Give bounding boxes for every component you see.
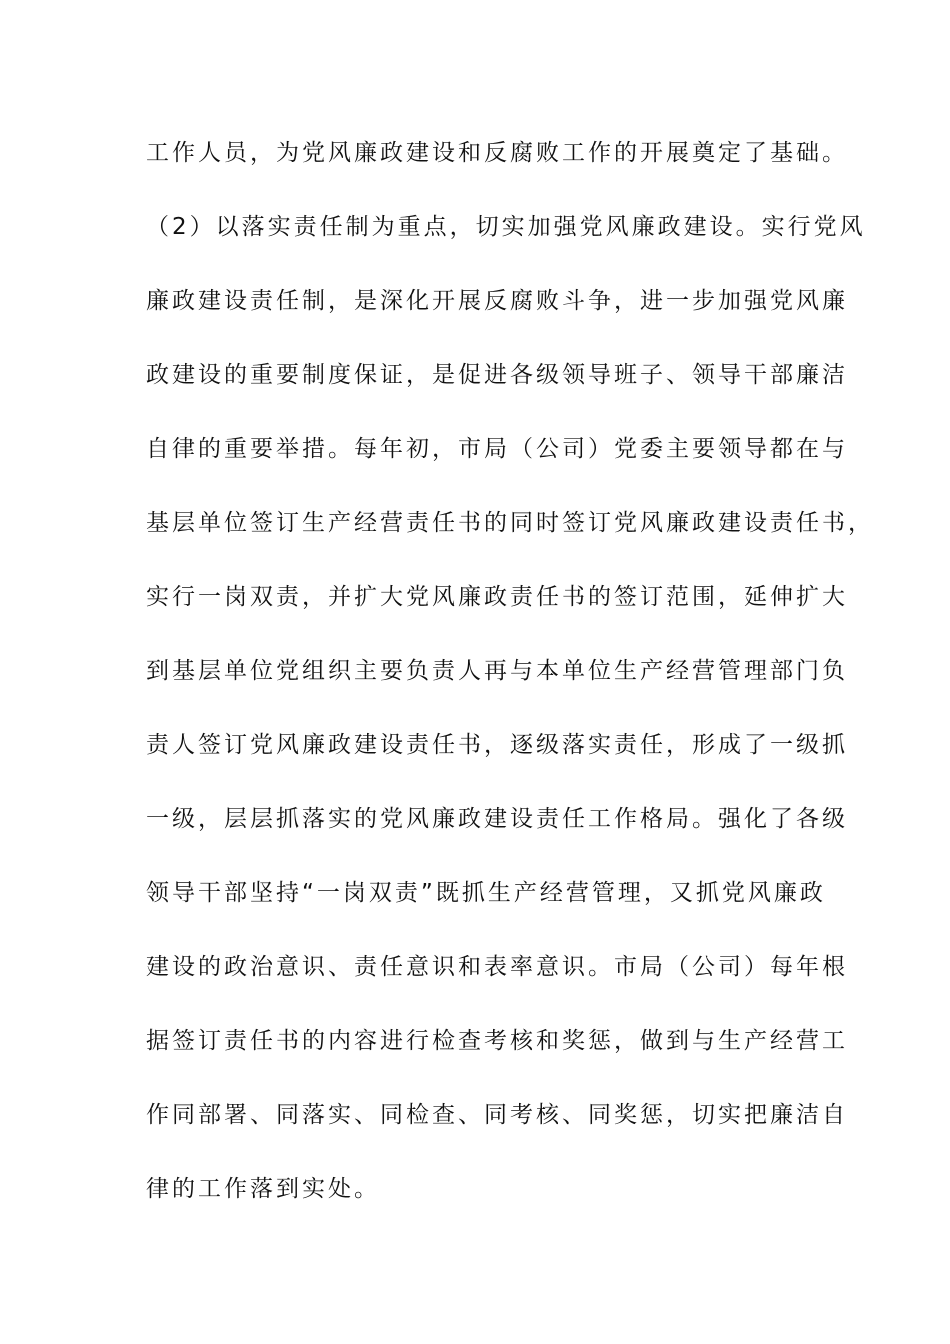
text-line: 基层单位签订生产经营责任书的同时签订党风廉政建设责任书， <box>146 510 874 536</box>
text-line: 到基层单位党组织主要负责人再与本单位生产经营管理部门负 <box>146 658 848 684</box>
text-line: 领导干部坚持“一岗双责”既抓生产经营管理，又抓党风廉政 <box>146 880 826 906</box>
text-line: （2）以落实责任制为重点，切实加强党风廉政建设。实行党风 <box>146 214 866 240</box>
text-line: 据签订责任书的内容进行检查考核和奖惩，做到与生产经营工 <box>146 1028 848 1054</box>
text-line: 责人签订党风廉政建设责任书，逐级落实责任，形成了一级抓 <box>146 732 848 758</box>
text-line: 建设的政治意识、责任意识和表率意识。市局（公司）每年根 <box>146 954 848 980</box>
text-line: 自律的重要举措。每年初，市局（公司）党委主要领导都在与 <box>146 436 848 462</box>
text-line: 作同部署、同落实、同检查、同考核、同奖惩，切实把廉洁自 <box>146 1102 848 1128</box>
text-line: 一级，层层抓落实的党风廉政建设责任工作格局。强化了各级 <box>146 806 848 832</box>
text-line: 政建设的重要制度保证，是促进各级领导班子、领导干部廉洁 <box>146 362 848 388</box>
text-line: 实行一岗双责，并扩大党风廉政责任书的签订范围，延伸扩大 <box>146 584 848 610</box>
text-line: 廉政建设责任制，是深化开展反腐败斗争，进一步加强党风廉 <box>146 288 848 314</box>
text-line: 工作人员，为党风廉政建设和反腐败工作的开展奠定了基础。 <box>146 140 848 166</box>
text-line: 律的工作落到实处。 <box>146 1176 380 1202</box>
body-text <box>146 132 874 1242</box>
